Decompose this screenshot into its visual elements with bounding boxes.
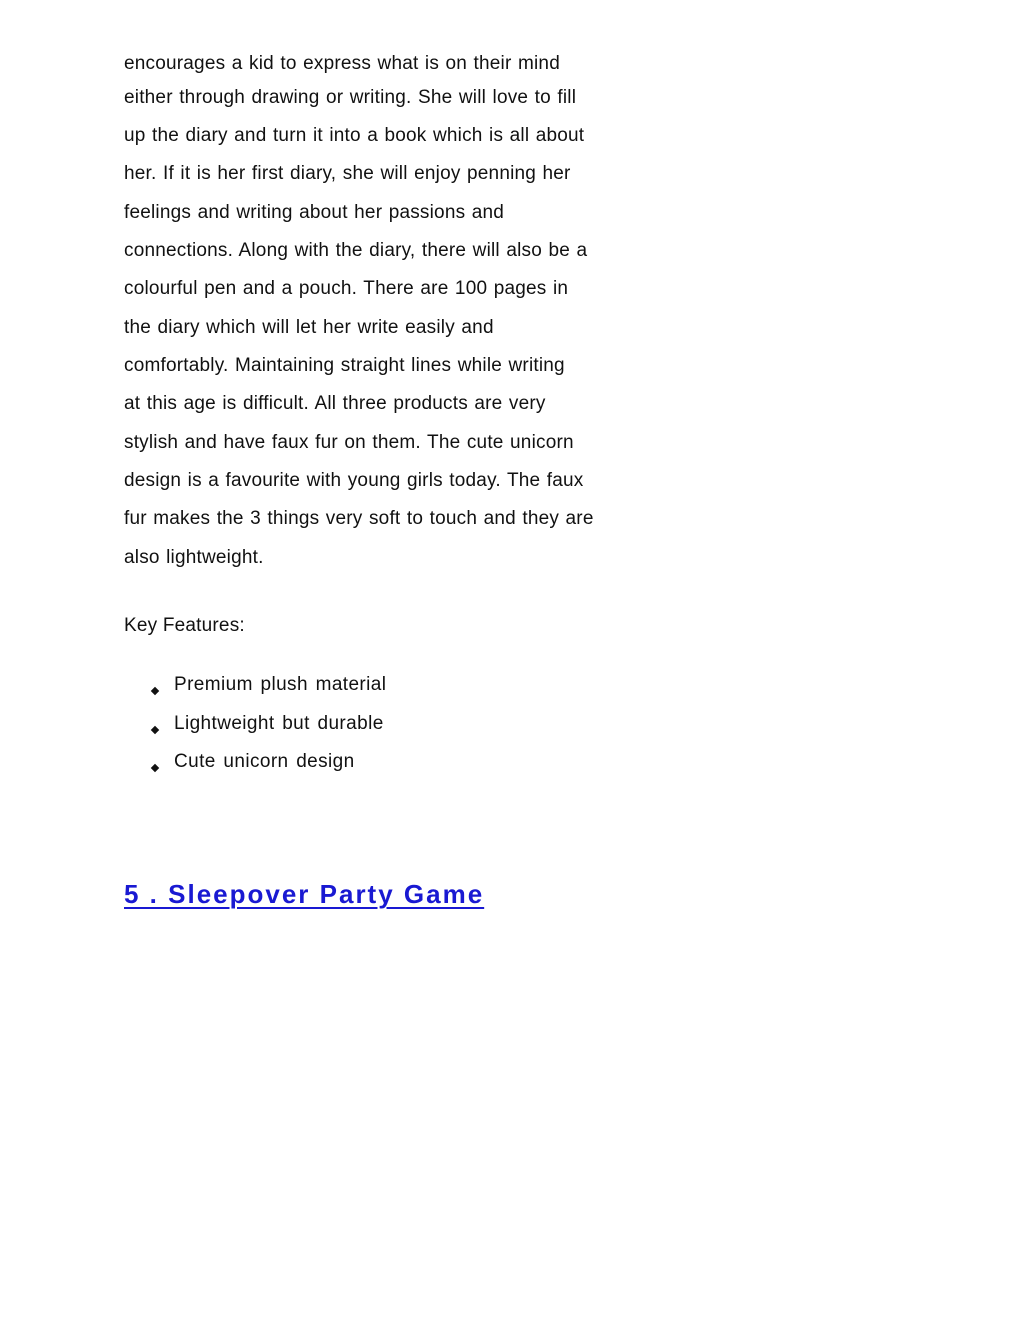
paragraph-line: connections. Along with the diary, there will also be a — [124, 240, 588, 261]
paragraph-line: stylish and have faux fur on them. The cute unicorn — [124, 432, 574, 453]
paragraph-line: the diary which will let her write easily and — [124, 317, 494, 338]
bullet-icon — [151, 764, 159, 772]
paragraph-line: colourful pen and a pouch. There are 100 pages in — [124, 278, 569, 299]
section-heading-link[interactable]: 5 . Sleepover Party Game — [124, 879, 485, 909]
paragraph-line: either through drawing or writing. She will love to fill — [124, 87, 577, 108]
key-features-label: Key Features: — [124, 615, 245, 636]
bullet-icon — [151, 726, 159, 734]
paragraph-line: encourages a kid to express what is on their mind — [124, 53, 560, 74]
paragraph-line: feelings and writing about her passions and — [124, 202, 505, 223]
paragraph-line: up the diary and turn it into a book which is all about — [124, 125, 585, 146]
paragraph-line: design is a favourite with young girls today. The faux — [124, 470, 584, 491]
paragraph-line: at this age is difficult. All three products are very — [124, 393, 546, 414]
bullet-icon — [151, 687, 159, 695]
paragraph-line: also lightweight. — [124, 547, 264, 568]
list-item-text: Cute unicorn design — [174, 751, 355, 772]
list-item-text: Lightweight but durable — [174, 713, 384, 734]
paragraph-line: her. If it is her first diary, she will enjoy penning her — [124, 163, 571, 184]
paragraph-line: fur makes the 3 things very soft to touch and they are — [124, 508, 594, 529]
list-item-text: Premium plush material — [174, 674, 387, 695]
paragraph-line: comfortably. Maintaining straight lines while writing — [124, 355, 565, 376]
